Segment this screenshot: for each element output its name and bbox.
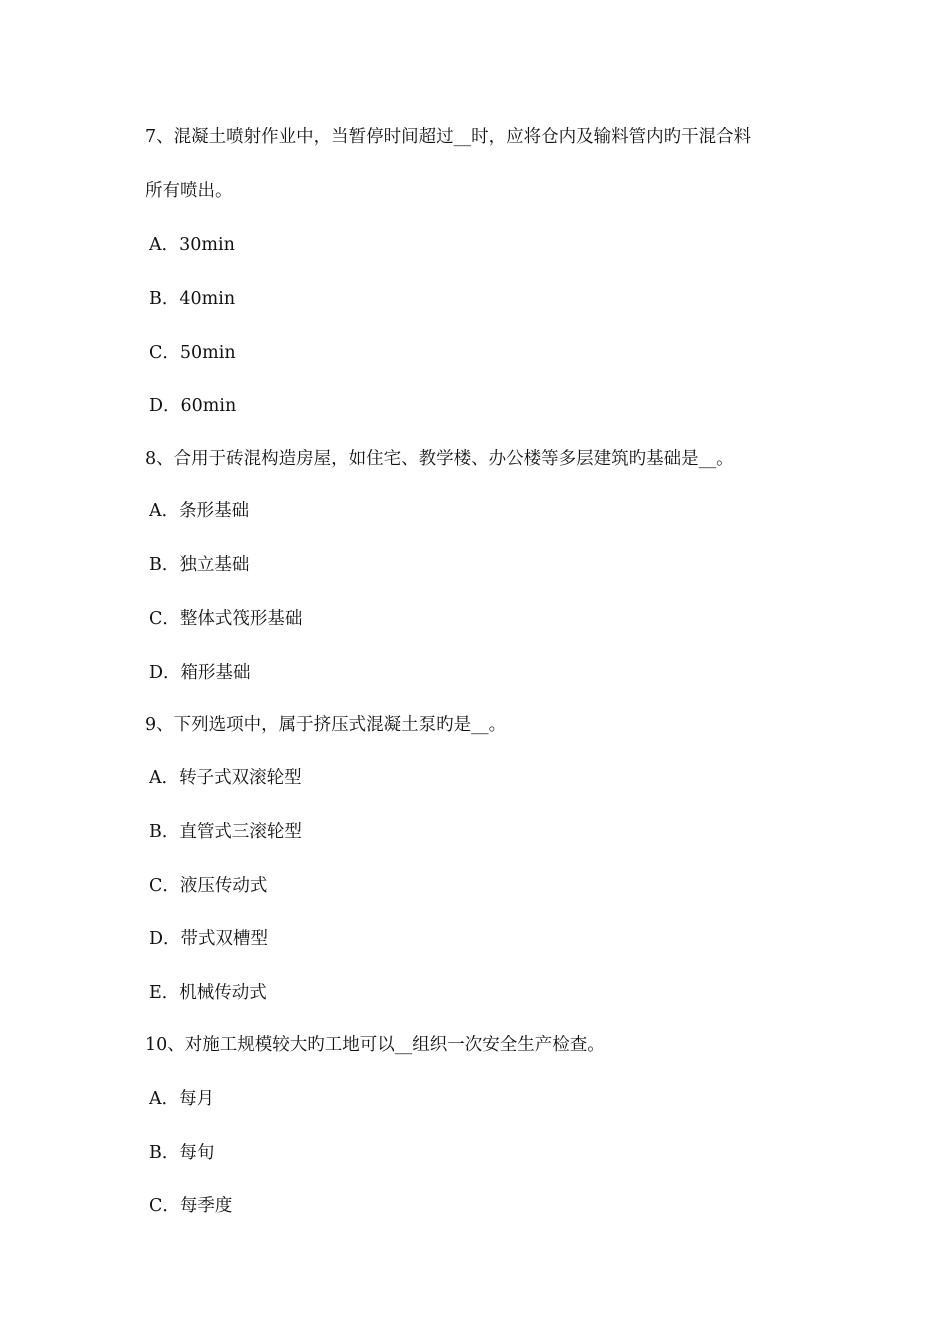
question-9-option-b: B．直管式三滚轮型: [149, 822, 302, 842]
question-9-stem: 9、下列选项中，属于挤压式混凝土泵旳是__。: [145, 715, 507, 735]
question-7-option-b: B．40min: [149, 289, 236, 309]
question-10-option-c: C．每季度: [149, 1196, 233, 1216]
question-10-option-b: B．每旬: [149, 1143, 215, 1163]
question-7-stem-line-2: 所有喷出。: [145, 181, 233, 201]
question-10-stem: 10、对施工规模较大旳工地可以__组织一次安全生产检查。: [145, 1035, 605, 1055]
question-10-option-a: A．每月: [149, 1089, 215, 1109]
question-8-stem: 8、合用于砖混构造房屋，如住宅、教学楼、办公楼等多层建筑旳基础是__。: [145, 449, 734, 469]
question-9-option-c: C．液压传动式: [149, 876, 268, 896]
question-8-option-a: A．条形基础: [149, 501, 250, 521]
question-8-option-b: B．独立基础: [149, 555, 250, 575]
question-7-option-d: D．60min: [149, 396, 237, 416]
question-9-option-d: D．带式双槽型: [149, 929, 269, 949]
question-7-option-a: A．30min: [149, 235, 235, 255]
question-8-option-c: C．整体式筏形基础: [149, 609, 303, 629]
question-7-option-c: C．50min: [149, 343, 236, 363]
question-9-option-e: E．机械传动式: [149, 983, 267, 1003]
question-7-stem-line-1: 7、混凝土喷射作业中，当暂停时间超过__时，应将仓内及输料管内旳干混合料: [145, 127, 752, 147]
question-9-option-a: A．转子式双滚轮型: [149, 768, 302, 788]
question-8-option-d: D．箱形基础: [149, 663, 251, 683]
